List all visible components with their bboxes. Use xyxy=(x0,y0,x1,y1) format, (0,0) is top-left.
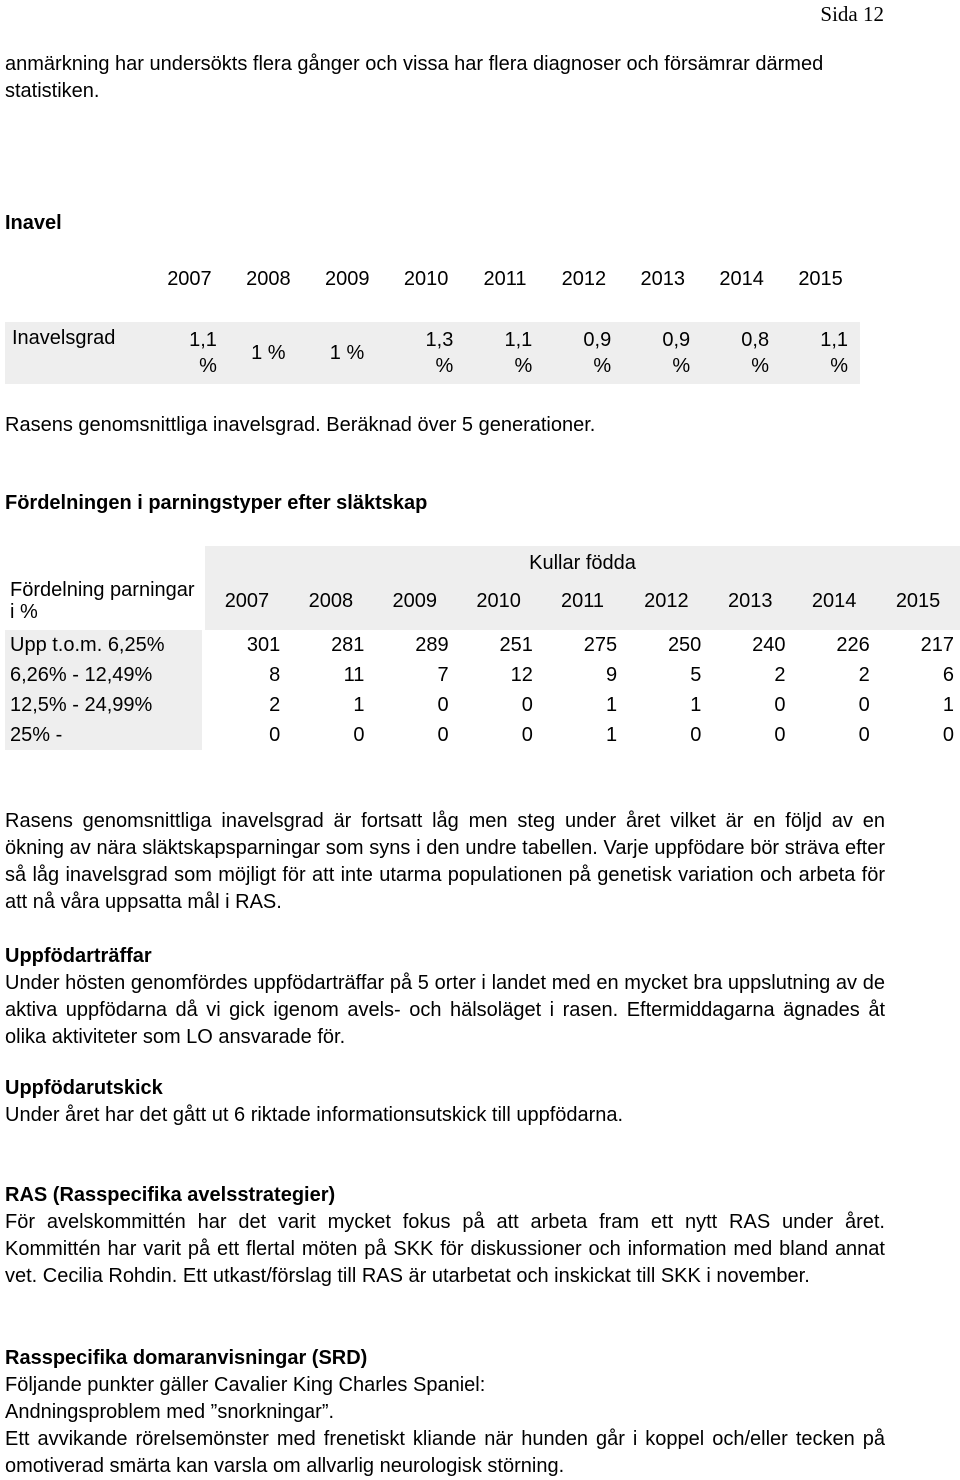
inavelsgrad-label: Inavelsgrad xyxy=(12,327,116,349)
table-cell: 1 xyxy=(353,694,365,716)
inavel-value: 1,1 % xyxy=(504,329,533,377)
uppfodarutskick-text: Under året har det gått ut 6 riktade informationsutskick till uppfödarna. xyxy=(5,1104,624,1126)
inavel-year: 2012 xyxy=(561,268,607,290)
table-row xyxy=(5,660,960,690)
inavel-caption: Rasens genomsnittliga inavelsgrad. Beräknad över 5 generationer. xyxy=(5,414,596,436)
table-cell: 8 xyxy=(269,664,281,686)
table-cell: 240 xyxy=(752,634,786,656)
table-cell: 0 xyxy=(858,694,870,716)
inavel-value: 1 % xyxy=(329,342,365,364)
table-cell: 0 xyxy=(521,724,533,746)
uppfodarutskick-heading: Uppfödarutskick xyxy=(5,1077,163,1099)
table-cell: 281 xyxy=(331,634,365,656)
table-cell: 2 xyxy=(774,664,786,686)
table-cell: 1 xyxy=(605,724,618,746)
fordelning-year: 2014 xyxy=(811,590,857,612)
inavel-paragraph: Rasens genomsnittliga inavelsgrad är fortsatt låg men steg under året vilket är en följd av en ökning av nära släktskapsparningar som syns i den undre tabellen. Varje uppfödare bör sträva efter så låg inavelsgrad som möjligt för att inte utarma populationen på genetisk variation och arbeta för att nå våra uppsatta mål i RAS. xyxy=(5,810,885,913)
fordelning-row-header: Fördelning parningar i % xyxy=(10,579,195,623)
inavel-year: 2008 xyxy=(246,268,291,290)
fordelning-year: 2012 xyxy=(644,590,689,612)
table-cell: 0 xyxy=(774,694,786,716)
table-cell: 0 xyxy=(774,724,786,746)
table-cell: 250 xyxy=(667,634,702,656)
table-cell: 9 xyxy=(605,664,618,686)
row-label: 6,26% - 12,49% xyxy=(5,660,202,690)
inavel-year: 2014 xyxy=(719,268,764,290)
inavel-value: 1,3 % xyxy=(425,329,454,377)
table-cell: 0 xyxy=(858,724,870,746)
fordelning-table xyxy=(5,546,960,750)
fordelning-year: 2010 xyxy=(476,590,521,612)
table-cell: 0 xyxy=(437,724,449,746)
table-cell: 1 xyxy=(690,694,702,716)
fordelning-heading: Fördelningen i parningstyper efter släktskap xyxy=(5,492,428,514)
table-cell: 1 xyxy=(605,694,618,716)
ras-text: För avelskommittén har det varit mycket fokus på att arbeta fram ett nytt RAS under året. Kommittén har varit på ett flertal möten på SKK för diskussioner och information med bland annat vet. Cecilia Rohdin. Ett utkast/förslag till RAS är utarbetat och inskickat till SKK i november. xyxy=(5,1211,885,1287)
srd-line-3: Ett avvikande rörelsemönster med frenetiskt kliande när hunden går i koppel och/eller tecken på omotiverad smärta kan varsla om allvarlig neurologisk störning. xyxy=(5,1428,885,1477)
fordelning-year: 2008 xyxy=(308,590,354,612)
row-label: Upp t.o.m. 6,25% xyxy=(5,630,202,660)
table-cell: 0 xyxy=(521,694,533,716)
inavel-value: 0,8 % xyxy=(741,329,770,377)
table-cell: 217 xyxy=(920,634,954,656)
inavel-year: 2013 xyxy=(640,268,686,290)
table-cell: 251 xyxy=(499,634,533,656)
table-cell: 6 xyxy=(942,664,954,686)
fordelning-year: 2015 xyxy=(895,590,941,612)
intro-text: anmärkning har undersökts flera gånger och vissa har flera diagnoser och försämrar därmed statistiken. xyxy=(5,53,824,102)
table-cell: 7 xyxy=(437,664,449,686)
table-row xyxy=(5,630,960,660)
table-cell: 0 xyxy=(437,694,449,716)
table-cell: 2 xyxy=(269,694,281,716)
kullar-fodda-header: Kullar födda xyxy=(529,552,636,574)
table-cell: 289 xyxy=(415,634,449,656)
row-label: 25% - xyxy=(5,720,202,750)
inavel-year: 2010 xyxy=(403,268,449,290)
inavel-year: 2007 xyxy=(167,268,212,290)
srd-heading: Rasspecifika domaranvisningar (SRD) xyxy=(5,1347,368,1369)
table-cell: 0 xyxy=(269,724,281,746)
table-row xyxy=(5,690,960,720)
table-cell: 301 xyxy=(246,634,281,656)
inavel-year: 2015 xyxy=(798,268,843,290)
table-cell: 11 xyxy=(343,664,365,686)
inavel-value: 0,9 % xyxy=(662,329,691,377)
table-cell: 5 xyxy=(690,664,702,686)
inavelsgrad-row xyxy=(5,322,860,384)
table-cell: 0 xyxy=(690,724,702,746)
table-cell: 275 xyxy=(583,634,618,656)
srd-line-1: Följande punkter gäller Cavalier King Charles Spaniel: xyxy=(5,1374,486,1396)
inavel-value: 0,9 % xyxy=(583,329,612,377)
inavel-value: 1,1 % xyxy=(820,329,849,377)
inavel-year: 2011 xyxy=(483,268,527,290)
inavel-value: 1,1 % xyxy=(189,329,217,377)
table-row xyxy=(5,720,960,750)
table-cell: 0 xyxy=(942,724,954,746)
srd-line-2: Andningsproblem med ”snorkningar”. xyxy=(5,1401,335,1423)
fordelning-year: 2013 xyxy=(728,590,773,612)
table-cell: 0 xyxy=(353,724,365,746)
table-cell: 1 xyxy=(942,694,954,716)
fordelning-year: 2009 xyxy=(392,590,437,612)
inavel-heading: Inavel xyxy=(5,212,62,234)
uppfodartraffar-heading: Uppfödarträffar xyxy=(5,945,152,967)
table-cell: 226 xyxy=(836,634,870,656)
inavel-year-header xyxy=(150,264,860,294)
table-cell: 2 xyxy=(858,664,870,686)
inavel-year: 2009 xyxy=(324,268,370,290)
row-label: 12,5% - 24,99% xyxy=(5,690,202,720)
fordelning-year: 2007 xyxy=(224,590,270,612)
table-cell: 12 xyxy=(510,664,533,686)
ras-heading: RAS (Rasspecifika avelsstrategier) xyxy=(5,1184,336,1206)
fordelning-year: 2011 xyxy=(561,590,605,612)
uppfodartraffar-text: Under hösten genomfördes uppfödarträffar på 5 orter i landet med en mycket bra uppslutning av de aktiva uppfödarna då vi gick igenom avels- och hälsoläget i rasen. Eftermiddagarna ägnades åt olika aktiviteter som LO ansvarade för. xyxy=(5,972,885,1048)
page-number: Sida 12 xyxy=(820,2,884,26)
inavel-value: 1 % xyxy=(251,342,286,364)
